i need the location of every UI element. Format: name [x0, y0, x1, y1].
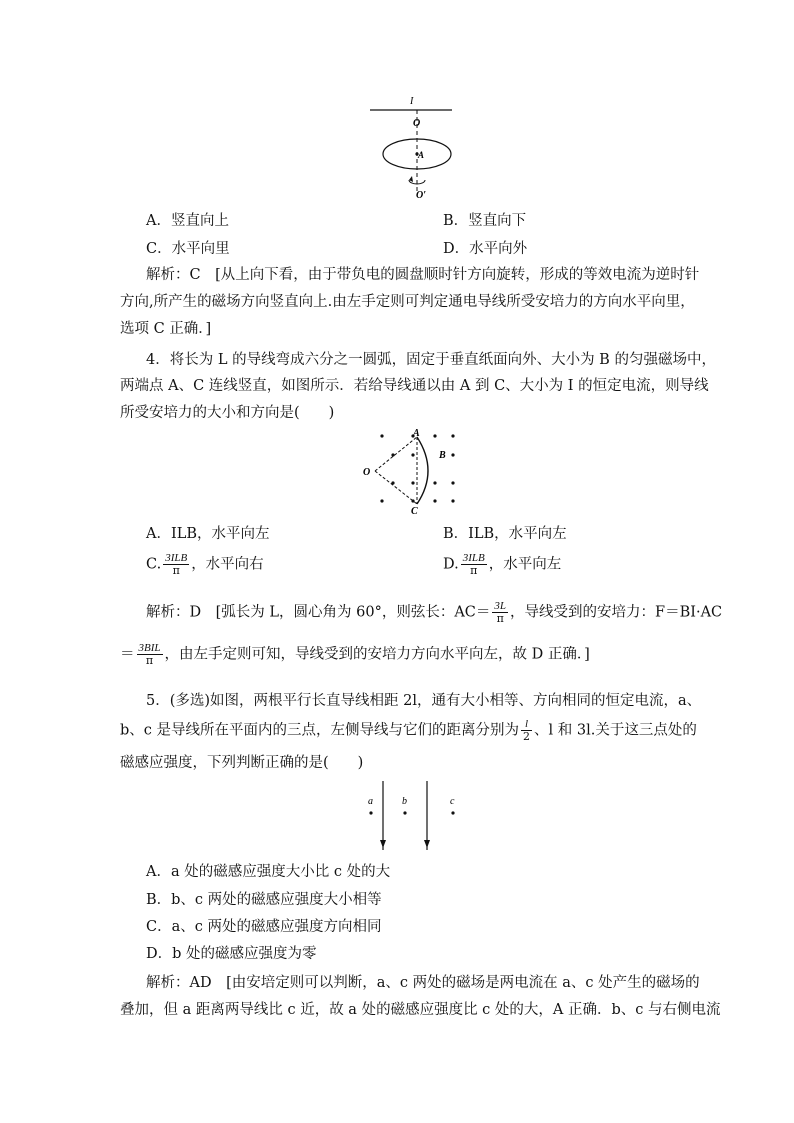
q5-question-line-3: 磁感应强度，下列判断正确的是( )	[120, 755, 364, 771]
label-C: C	[411, 506, 418, 516]
q4-answer-2-post: ，由左手定则可知，导线受到的安培力方向水平向左，故 D 正确．]	[164, 646, 590, 663]
q5-answer-line-1: 解析：AD [由安培定则可以判断，a、c 两处的磁场是两电流在 a、c 处产生的磁场的	[146, 975, 700, 991]
fraction-numerator: 3BIL	[138, 642, 161, 654]
q4-answer-1-post: ，导线受到的安培力：F＝BI·AC	[510, 604, 723, 621]
fraction-denominator: 2	[523, 730, 531, 743]
q4-option-d-fraction	[461, 552, 487, 577]
q5-option-b: B．b、c 两处的磁感应强度大小相等	[146, 892, 382, 908]
disk-wire-figure	[360, 92, 460, 202]
label-O: O	[413, 118, 421, 129]
label-a: a	[368, 796, 373, 807]
q5-line-2-post: 、l 和 3l.关于这三点处的	[534, 722, 697, 739]
fraction-numerator: 3ILB	[165, 552, 188, 564]
label-b: b	[402, 796, 407, 807]
fraction-denominator: π	[470, 564, 478, 577]
q5-question-line-1: 5．(多选)如图，两根平行长直导线相距 2l，通有大小相等、方向相同的恒定电流，a、	[146, 693, 702, 709]
q5-option-a: A．a 处的磁感应强度大小比 c 处的大	[146, 864, 391, 880]
q5-line-2-pre: b、c 是导线所在平面内的三点，左侧导线与它们的距离分别为	[120, 722, 520, 739]
label-A: A	[418, 150, 425, 160]
q4-option-c-fraction	[163, 552, 189, 577]
q3-option-a: A．竖直向上	[146, 213, 229, 229]
q4-question-line-1: 4．将长为 L 的导线弯成六分之一圆弧，固定于垂直纸面向外、大小为 B 的匀强磁场中，	[146, 352, 716, 368]
q4-answer-line-1	[146, 600, 722, 625]
q5-answer-line-2: 叠加，但 a 距离两导线比 c 近，故 a 处的磁感应强度比 c 处的大，A 正确．b、c 与右侧电流	[120, 1002, 721, 1018]
q3-option-c: C．水平向里	[146, 241, 230, 257]
parallel-wires-figure	[360, 778, 470, 856]
fraction-numerator: l	[521, 718, 532, 731]
q3-answer-line-1: 解析：C [从上向下看，由于带负电的圆盘顺时针方向旋转，形成的等效电流为逆时针	[146, 267, 700, 283]
q3-option-b: B．竖直向下	[443, 213, 527, 229]
q4-answer-1-fraction	[492, 600, 508, 625]
q5-line-2-fraction	[521, 718, 532, 743]
arc-field-figure	[355, 428, 465, 516]
q4-option-d-prefix: D.	[443, 556, 459, 573]
q4-option-c-prefix: C.	[146, 556, 162, 573]
q3-option-d: D．水平向外	[443, 241, 528, 257]
q5-option-c: C．a、c 两处的磁感应强度方向相同	[146, 919, 382, 935]
q4-option-c	[146, 552, 264, 577]
q5-option-d: D．b 处的磁感应强度为零	[146, 946, 317, 962]
q3-answer-line-2: 方向,所产生的磁场方向竖直向上.由左手定则可判定通电导线所受安培力的方向水平向里，	[120, 294, 695, 310]
q4-option-c-text: ，水平向右	[191, 556, 264, 573]
label-I: I	[410, 96, 414, 107]
q4-option-d-text: ，水平向左	[488, 556, 562, 573]
q4-answer-line-2	[120, 642, 590, 667]
fraction-denominator: π	[145, 654, 154, 667]
label-c: c	[450, 796, 455, 807]
fraction-denominator: π	[496, 612, 504, 625]
q4-option-b: B．ILB，水平向左	[443, 526, 567, 542]
label-O: O	[363, 467, 371, 478]
q4-answer-2-pre: ＝	[120, 646, 135, 663]
label-A: A	[413, 428, 420, 439]
fraction-denominator: π	[172, 564, 180, 577]
q3-answer-line-3: 选项 C 正确．]	[120, 321, 212, 337]
q4-option-a: A．ILB，水平向左	[146, 526, 270, 542]
q5-question-line-2	[120, 718, 697, 743]
label-B: B	[439, 450, 446, 461]
q4-question-line-3: 所受安培力的大小和方向是( )	[120, 405, 335, 421]
fraction-numerator: 3L	[494, 600, 507, 612]
fraction-numerator: 3ILB	[462, 552, 485, 564]
q4-option-d	[443, 552, 561, 577]
label-O-prime: O′	[416, 190, 427, 201]
q4-question-line-2: 两端点 A、C 连线竖直，如图所示．若给导线通以由 A 到 C、大小为 I 的恒定电流，则导线	[120, 378, 709, 394]
q4-answer-1-pre: 解析：D [弧长为 L，圆心角为 60°，则弦长：AC＝	[146, 604, 491, 621]
q4-answer-2-fraction	[137, 642, 163, 667]
